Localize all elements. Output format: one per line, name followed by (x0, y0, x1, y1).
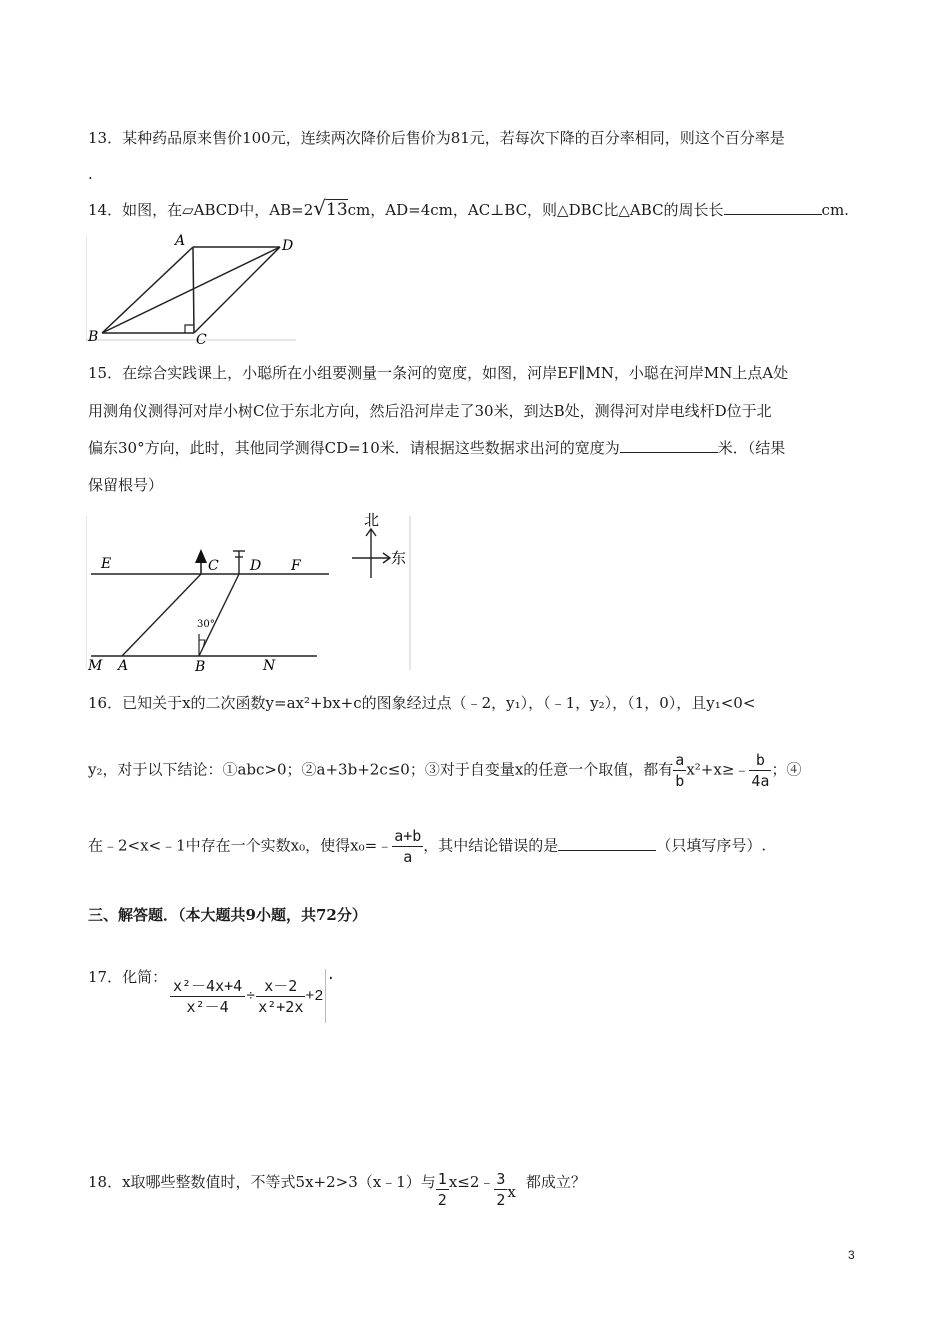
label-N: N (263, 658, 276, 673)
q16-line2b: x²+x≥﹣ (686, 760, 750, 779)
q14-sqrt-value: 13 (326, 200, 348, 220)
q16-line3c: （只填写序号）. (656, 836, 767, 855)
q16-line2a: y₂，对于以下结论：①abc>0；②a+3b+2c≤0；③对于自变量x的任意一个取值，都有 (88, 760, 674, 779)
label-C: C (208, 558, 219, 574)
q15-answer-blank[interactable] (620, 437, 718, 453)
q15-line1: 15．在综合实践课上，小聪所在小组要测量一条河的宽度，如图，河岸EF∥MN，小聪在河岸MN上点A处 (88, 364, 789, 382)
q15-line2: 用测角仪测得河对岸小树C位于东北方向，然后沿河岸走了30米，到达B处，测得河对岸电线杆D位于北 (88, 402, 772, 420)
label-B: B (195, 659, 206, 673)
q17-fraction-2: $\frac{x-2}{\text{x²+2x}}$ (258, 976, 304, 1016)
q18-line (88, 1167, 586, 1217)
q13-line1: 13．某种药品原来售价100元，连续两次降价后售价为81元，若每次下降的百分率相同，则这个百分率是 (88, 129, 785, 147)
frac-a-over-b: $\frac{a}{b}$ (675, 751, 685, 790)
q16-answer-blank[interactable] (558, 835, 656, 851)
q14-text (88, 197, 849, 221)
q17-fraction-1: $\frac{\text{x²－4x+4}}{\text{x²－4}}$ (170, 976, 245, 1017)
q15-line4: 保留根号） (88, 476, 164, 494)
east-label: 东 (391, 549, 407, 567)
label-M: M (88, 658, 103, 673)
frac-b-over-4a: $\frac{b}{4a}$ (751, 751, 770, 790)
q14-suffix: cm. (821, 201, 849, 219)
q17-expression (170, 967, 335, 1025)
q17-dot: . (326, 967, 336, 984)
q15-line3b: 米．（结果 (717, 439, 786, 457)
q18-text4: 都成立？ (525, 1173, 586, 1191)
q16-line2c: ；④ (771, 760, 802, 779)
q14-mid1: 中，AB=2 (239, 201, 314, 219)
q15-line3 (88, 437, 785, 459)
q14-answer-blank[interactable] (724, 199, 822, 215)
sqrt-symbol: √ (313, 196, 326, 220)
q18-text3: x (507, 1183, 516, 1201)
label-A: A (118, 658, 129, 673)
angle-label: 30° (197, 619, 215, 630)
q18-text2: x≤2﹣ (448, 1173, 495, 1191)
label-E: E (101, 556, 112, 572)
q16-line3a: 在﹣2<x<﹣1中存在一个实数x₀，使得x₀=﹣ (88, 836, 393, 855)
q18-frac-three-halves: $\frac{3}{2}$ (496, 1170, 506, 1209)
q16-line3b: ，其中结论错误的是 (423, 836, 559, 855)
q14-parallelogram-figure (86, 232, 301, 347)
north-label: 北 (364, 511, 380, 529)
q17-label: 17．化简： (88, 968, 168, 986)
point-C-label: C (196, 332, 207, 347)
point-B-label: B (88, 329, 99, 345)
page-number: 3 (848, 1248, 855, 1262)
point-D-label: D (282, 238, 294, 254)
point-A-label: A (175, 233, 186, 249)
q18-text1: 18．x取哪些整数值时，不等式5x+2>3（x﹣1）与 (88, 1173, 436, 1191)
q15-line3a: 偏东30°方向，此时，其他同学测得CD=10米．请根据这些数据求出河的宽度为 (88, 439, 620, 457)
q16-line1: 16．已知关于x的二次函数y=ax²+bx+c的图象经过点（﹣2，y₁），（﹣1，y₂），（1，0），且y₁<0< (88, 694, 756, 712)
q14-mid2: cm，AD=4cm，AC⊥BC，则△DBC比△ABC的周长长 (347, 201, 724, 219)
section-title: 三、解答题．（本大题共9小题，共72分） (88, 906, 367, 924)
q14-para: ▱ABCD (182, 201, 240, 219)
q13-line2: . (88, 165, 93, 183)
frac-a-plus-b-over-a: $\frac{a+b}{a}$ (394, 827, 422, 866)
q16-line3 (88, 826, 766, 876)
q18-frac-half: $\frac{1}{2}$ (437, 1170, 447, 1209)
q17-tail: +2 (305, 987, 324, 1005)
label-D: D (250, 558, 262, 574)
label-F: F (291, 558, 301, 574)
q14-prefix: 14．如图，在 (88, 201, 183, 219)
q15-river-figure (86, 508, 416, 673)
q16-line2 (88, 750, 801, 800)
q17-operator: ÷ (246, 987, 256, 1005)
